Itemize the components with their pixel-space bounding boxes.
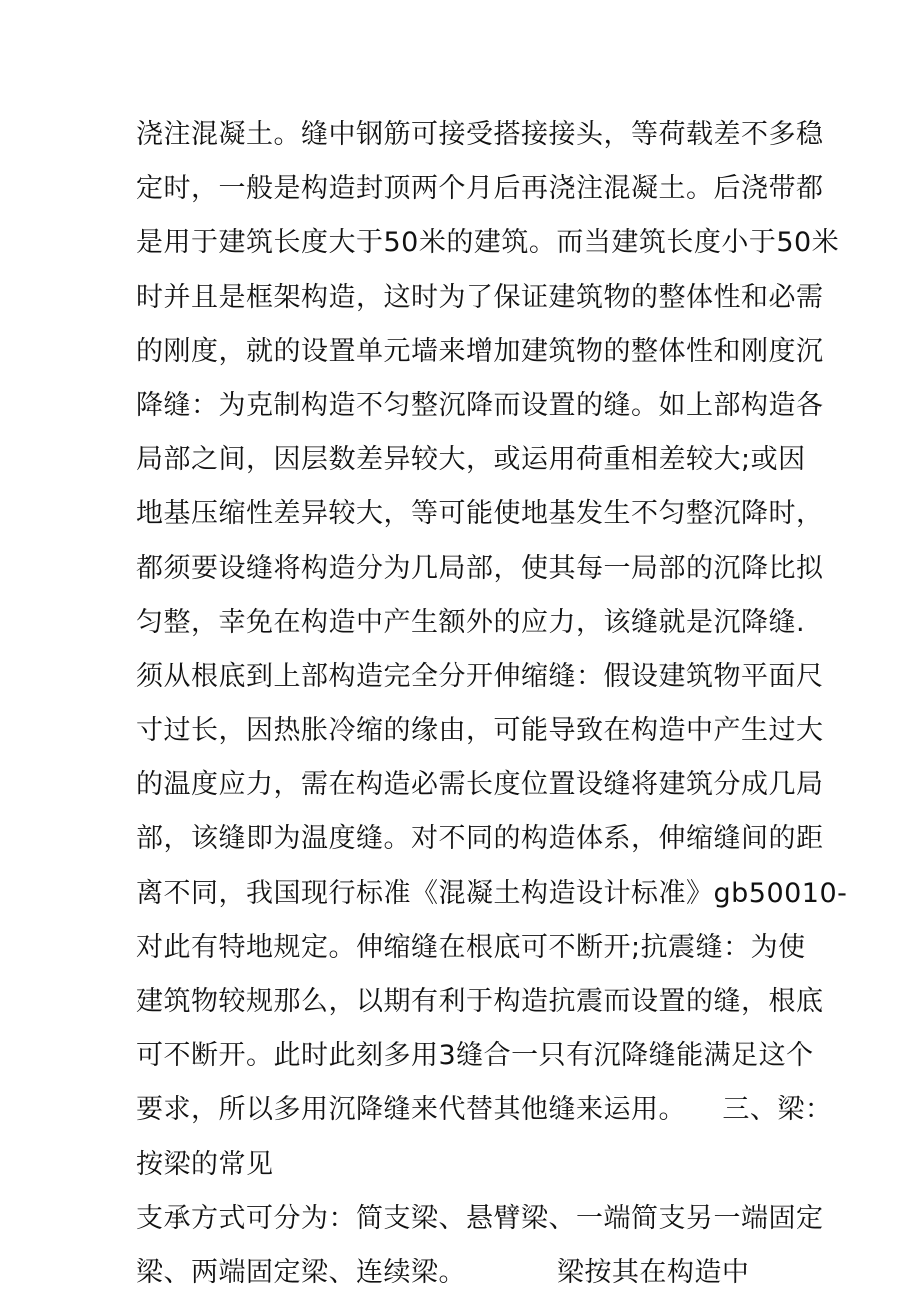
text-line-3: 是用于建筑长度大于50米的建筑。而当建筑长度小于50米: [136, 227, 840, 259]
text-line-1: 浇注混凝土。缝中钢筋可接受搭接接头，等荷载差不多稳: [136, 119, 824, 150]
text-line-15: 离不同，我国现行标准《混凝土构造设计标准》gb50010-: [136, 877, 848, 909]
text-line-21: 支承方式可分为：简支梁、悬臂梁、一端简支另一端固定: [136, 1202, 824, 1234]
text-line-7: 局部之间，因层数差异较大，或运用荷重相差较大;或因: [136, 444, 806, 476]
text-line-20: 按梁的常见: [136, 1148, 274, 1180]
text-line-22: 梁、两端固定梁、连续梁。 梁按其在构造中: [136, 1256, 750, 1288]
text-line-9: 都须要设缝将构造分为几局部，使其每一局部的沉降比拟: [136, 552, 824, 584]
text-line-10: 匀整，幸免在构造中产生额外的应力，该缝就是沉降缝.: [136, 606, 806, 638]
text-line-19: 要求，所以多用沉降缝来代替其他缝来运用。 三、梁：: [136, 1094, 833, 1126]
text-line-5: 的刚度，就的设置单元墙来增加建筑物的整体性和刚度沉: [136, 335, 824, 367]
text-line-16: 对此有特地规定。伸缩缝在根底可不断开;抗震缝：为使: [136, 931, 806, 963]
text-line-14: 部，该缝即为温度缝。对不同的构造体系，伸缩缝间的距: [136, 823, 824, 855]
text-line-17: 建筑物较规那么，以期有利于构造抗震而设置的缝，根底: [136, 986, 824, 1017]
text-line-2: 定时，一般是构造封顶两个月后再浇注混凝土。后浇带都: [136, 173, 824, 205]
text-line-11: 须从根底到上部构造完全分开伸缩缝：假设建筑物平面尺: [136, 660, 824, 692]
text-line-4: 时并且是框架构造，这时为了保证建筑物的整体性和必需: [136, 281, 824, 313]
text-line-18: 可不断开。此时此刻多用3缝合一只有沉降缝能满足这个: [136, 1040, 814, 1072]
text-line-13: 的温度应力，需在构造必需长度位置设缝将建筑分成几局: [136, 769, 824, 801]
text-line-12: 寸过长，因热胀冷缩的缘由，可能导致在构造中产生过大: [136, 715, 824, 747]
text-line-8: 地基压缩性差异较大，等可能使地基发生不匀整沉降时，: [136, 498, 824, 530]
body-text: [136, 108, 848, 1300]
text-line-6: 降缝：为克制构造不匀整沉降而设置的缝。如上部构造各: [136, 389, 824, 421]
